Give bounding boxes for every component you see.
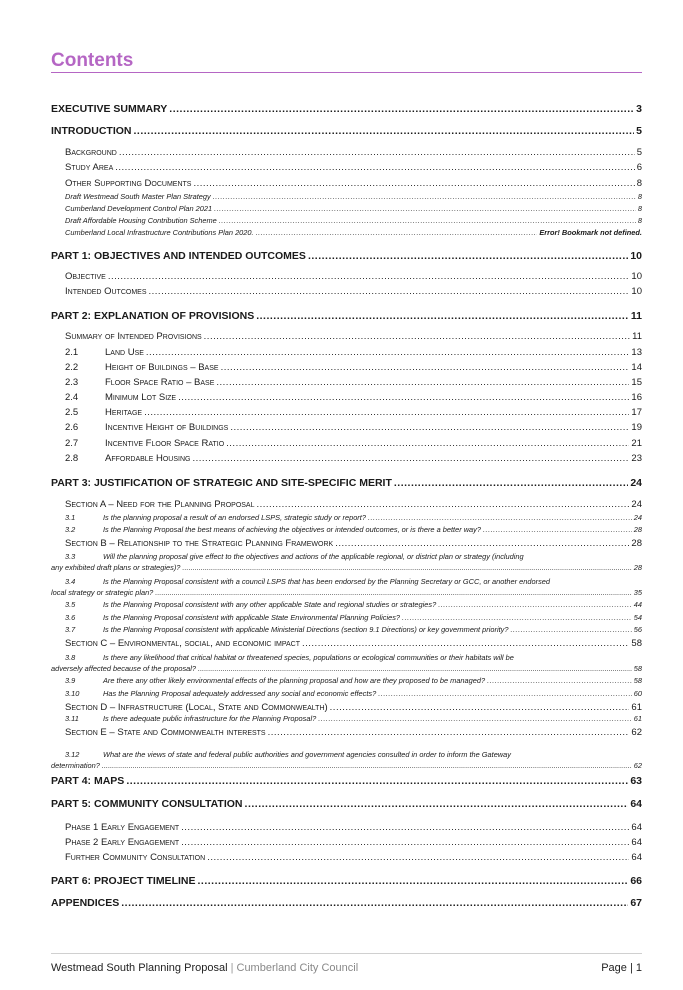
toc-entry[interactable] (51, 454, 642, 465)
toc-entry-number: 2.1 (65, 348, 79, 358)
toc-entry[interactable] (51, 690, 642, 699)
toc-leader-dots (193, 179, 634, 190)
toc-heading[interactable] (51, 477, 642, 489)
toc-leader-dots (330, 703, 630, 714)
toc-entry-text: Further Community Consultation (65, 853, 206, 863)
toc-entry-text: Study Area (65, 163, 114, 173)
toc-entry-number: 3.3 (65, 552, 76, 561)
toc-entry-number: 3.7 (65, 626, 76, 634)
toc-page-number: 35 (633, 589, 642, 597)
toc-leader-dots (146, 348, 630, 359)
toc-entry-text: Draft Westmead South Master Plan Strategy (65, 193, 211, 201)
toc-page-number: 11 (632, 332, 642, 342)
toc-entry-text: Draft Affordable Housing Contribution Scheme (65, 217, 217, 225)
toc-entry[interactable] (65, 751, 642, 760)
toc-leader-dots (257, 500, 630, 511)
toc-page-number: 28 (633, 564, 642, 572)
toc-heading[interactable] (51, 250, 642, 262)
toc-leader-dots (192, 454, 629, 465)
toc-entry-text: Section A – Need for the Planning Proposal (65, 500, 255, 510)
toc-entry-text: Is the planning proposal a result of an endorsed LSPS, strategic study or report? (103, 514, 366, 522)
toc-entry[interactable] (51, 639, 642, 650)
toc-entry-text: Intended Outcomes (65, 287, 147, 297)
toc-entry-text: INTRODUCTION (51, 125, 132, 137)
toc-entry[interactable] (51, 378, 642, 389)
toc-entry-text: Land Use (105, 348, 144, 358)
toc-entry[interactable] (51, 439, 642, 450)
toc-leader-dots (219, 217, 636, 226)
toc-leader-dots (149, 287, 630, 298)
toc-page-number: 16 (631, 393, 642, 403)
toc-entry-text: Minimum Lot Size (105, 393, 177, 403)
toc-entry-text: Floor Space Ratio – Base (105, 378, 215, 388)
toc-entry[interactable] (51, 614, 642, 623)
toc-page-number: 23 (631, 454, 642, 464)
toc-heading[interactable] (51, 875, 642, 887)
toc-page-number: 15 (631, 378, 642, 388)
toc-leader-dots (198, 665, 632, 674)
toc-page-number: 10 (630, 250, 642, 262)
toc-entry[interactable] (51, 838, 642, 849)
toc-entry[interactable] (51, 229, 642, 238)
toc-entry-text: Section D – Infrastructure (Local, State and Commonwealth) (65, 703, 328, 713)
toc-page-number: 64 (631, 853, 642, 863)
toc-page-number: 61 (633, 715, 642, 723)
toc-entry-text: PART 3: JUSTIFICATION OF STRATEGIC AND SITE-SPECIFIC MERIT (51, 477, 392, 489)
toc-leader-dots (483, 526, 632, 535)
toc-entry[interactable] (51, 626, 642, 635)
toc-page-number: 13 (631, 348, 642, 358)
toc-heading[interactable] (51, 310, 642, 322)
toc-entry-number: 3.6 (65, 614, 76, 622)
toc-page-number: 62 (631, 728, 642, 738)
toc-page-number: 10 (631, 287, 642, 297)
toc-entry[interactable] (51, 287, 642, 298)
toc-leader-dots (230, 423, 629, 434)
toc-page-number: 6 (636, 163, 642, 173)
toc-page-number: 21 (631, 439, 642, 449)
toc-leader-dots (308, 250, 628, 262)
toc-entry[interactable] (51, 217, 642, 226)
toc-entry-text: Is there any likelihood that critical habitat or threatened species, populations or ecological communities or their habitats will be (103, 653, 514, 662)
toc-entry-text: Is the Planning Proposal consistent with a council LSPS that has been endorsed by the Planning Secretary or GCC, or another endorsed (103, 577, 550, 586)
toc-entry[interactable] (51, 148, 642, 159)
page-title: Contents (51, 50, 134, 71)
toc-heading[interactable] (51, 125, 642, 137)
toc-leader-dots (126, 775, 628, 787)
toc-page-number: 60 (633, 690, 642, 698)
toc-entry-text: Has the Planning Proposal adequately addressed any social and economic effects? (103, 690, 377, 698)
toc-leader-dots (204, 332, 630, 343)
toc-leader-dots (245, 798, 629, 810)
toc-page-number: 66 (630, 875, 642, 887)
toc-leader-dots (438, 601, 632, 610)
toc-entry-text: Summary of Intended Provisions (65, 332, 202, 342)
toc-entry-number: 2.8 (65, 454, 79, 464)
toc-entry-text: determination? (51, 762, 100, 770)
toc-leader-dots (318, 715, 632, 724)
toc-leader-dots (256, 229, 538, 238)
toc-leader-dots (182, 564, 631, 573)
toc-entry-text: PART 1: OBJECTIVES AND INTENDED OUTCOMES (51, 250, 306, 262)
toc-entry[interactable] (51, 332, 642, 343)
toc-entry-number: 3.2 (65, 526, 76, 534)
toc-entry-text: Is the Planning Proposal consistent with any other applicable State and regional studies or strategies? (103, 601, 437, 609)
toc-page-number: 14 (631, 363, 642, 373)
toc-entry[interactable] (51, 348, 642, 359)
toc-entry-number: 2.7 (65, 439, 79, 449)
toc-entry-text: Section C – Environmental, social, and economic impact (65, 639, 300, 649)
toc-leader-dots (115, 163, 634, 174)
toc-leader-dots (302, 639, 629, 650)
toc-page-number: 28 (633, 526, 642, 534)
toc-page-number: 44 (633, 601, 642, 609)
toc-page-number: 24 (630, 477, 642, 489)
toc-leader-dots (487, 677, 632, 686)
toc-entry-text: Is the Planning Proposal consistent with applicable Ministerial Directions (section 9.1 Directions) or key government priority? (103, 626, 509, 634)
toc-entry-text: any exhibited draft plans or strategies)? (51, 564, 181, 572)
toc-leader-dots (394, 477, 628, 489)
toc-leader-dots (221, 363, 630, 374)
toc-entry[interactable] (65, 553, 642, 562)
toc-entry-number: 3.11 (65, 715, 79, 723)
toc-entry[interactable] (51, 193, 642, 202)
toc-leader-dots (368, 514, 632, 523)
toc-entry-number: 2.2 (65, 363, 79, 373)
toc-page-number: 8 (637, 193, 642, 201)
toc-entry[interactable] (51, 500, 642, 511)
toc-entry-text: Heritage (105, 408, 143, 418)
toc-entry-text: Incentive Height of Buildings (105, 423, 229, 433)
toc-entry[interactable] (51, 728, 642, 739)
toc-entry-number: 3.1 (65, 514, 76, 522)
toc-entry[interactable] (51, 703, 642, 714)
title-divider (51, 72, 642, 73)
toc-entry-text: Cumberland Local Infrastructure Contributions Plan 2020. (65, 229, 254, 237)
toc-page-number: 58 (633, 665, 642, 673)
toc-leader-dots (119, 148, 635, 159)
toc-entry-text: Section E – State and Commonwealth interests (65, 728, 266, 738)
toc-entry-number: 2.6 (65, 423, 79, 433)
toc-page-number: 64 (630, 798, 642, 810)
toc-page-number: 5 (636, 148, 642, 158)
toc-leader-dots (216, 378, 629, 389)
toc-entry-text: APPENDICES (51, 897, 120, 909)
toc-leader-dots (144, 408, 629, 419)
toc-page-number: 11 (630, 310, 642, 322)
toc-entry-text: EXECUTIVE SUMMARY (51, 103, 168, 115)
toc-entry-text: adversely affected because of the proposal? (51, 665, 197, 673)
toc-leader-dots (510, 626, 631, 635)
toc-page-number: 8 (637, 217, 642, 225)
toc-leader-dots (226, 439, 629, 450)
toc-entry-text: Is the Planning Proposal consistent with applicable State Environmental Planning Policies? (103, 614, 401, 622)
toc-leader-dots (121, 897, 628, 909)
toc-entry-text: local strategy or strategic plan? (51, 589, 154, 597)
toc-entry-text: Background (65, 148, 117, 158)
toc-page-number: 3 (636, 103, 642, 115)
toc-leader-dots (214, 205, 636, 214)
page-number: Page | 1 (601, 962, 642, 974)
toc-entry-text: Incentive Floor Space Ratio (105, 439, 225, 449)
toc-entry[interactable] (65, 578, 642, 587)
toc-heading[interactable] (51, 103, 642, 115)
toc-page-number: 24 (633, 514, 642, 522)
footer-organisation: Cumberland City Council (236, 962, 359, 974)
toc-leader-dots (134, 125, 635, 137)
toc-entry-text: Height of Buildings – Base (105, 363, 219, 373)
toc-leader-dots (207, 853, 629, 864)
toc-entry-number: 3.8 (65, 653, 76, 662)
toc-leader-dots (402, 614, 632, 623)
toc-entry[interactable] (51, 393, 642, 404)
toc-leader-dots (378, 690, 632, 699)
toc-entry-number: 3.4 (65, 577, 76, 586)
toc-entry-number: 2.4 (65, 393, 79, 403)
toc-entry-text: Other Supporting Documents (65, 179, 192, 189)
toc-page-number: 24 (631, 500, 642, 510)
toc-entry-text: Cumberland Development Control Plan 2021 (65, 205, 213, 213)
toc-entry-number: 3.5 (65, 601, 76, 609)
toc-entry[interactable] (51, 205, 642, 214)
toc-leader-dots (181, 838, 629, 849)
toc-entry[interactable] (51, 363, 642, 374)
toc-page-number: 17 (631, 408, 642, 418)
toc-entry-number: 2.5 (65, 408, 79, 418)
toc-page-number: 63 (630, 775, 642, 787)
toc-entry-text: PART 6: PROJECT TIMELINE (51, 875, 196, 887)
toc-page-number: 64 (631, 823, 642, 833)
toc-page-number: 28 (631, 539, 642, 549)
toc-page-number: 8 (637, 205, 642, 213)
toc-page-number: 64 (631, 838, 642, 848)
toc-leader-dots (108, 272, 630, 283)
toc-entry[interactable] (51, 423, 642, 434)
toc-page-number: 10 (631, 272, 642, 282)
toc-entry-text: Section B – Relationship to the Strategic Planning Framework (65, 539, 334, 549)
toc-leader-dots (102, 762, 632, 771)
toc-entry-text: What are the views of state and federal public authorities and government agencies consulted in order to inform the Gateway (103, 750, 511, 759)
toc-entry[interactable] (51, 677, 642, 686)
toc-leader-dots (197, 875, 628, 887)
toc-entry-text: Affordable Housing (105, 454, 191, 464)
toc-page-number: 54 (633, 614, 642, 622)
toc-leader-dots (178, 393, 629, 404)
toc-page-number: Error! Bookmark not defined. (539, 229, 642, 237)
toc-entry-number: 3.9 (65, 677, 76, 685)
toc-entry-text: Is the Planning Proposal the best means of achieving the objectives or intended outcomes, or is there a better way? (103, 526, 481, 534)
toc-entry-text: Phase 1 Early Engagement (65, 823, 180, 833)
toc-entry[interactable] (51, 408, 642, 419)
toc-heading[interactable] (51, 897, 642, 909)
toc-entry[interactable] (51, 163, 642, 174)
toc-leader-dots (181, 823, 629, 834)
toc-page-number: 19 (631, 423, 642, 433)
toc-heading[interactable] (51, 798, 642, 810)
toc-entry-text: PART 5: COMMUNITY CONSULTATION (51, 798, 243, 810)
toc-page-number: 8 (636, 179, 642, 189)
footer-separator: | (230, 962, 234, 974)
toc-entry[interactable] (51, 853, 642, 864)
toc-entry[interactable] (51, 823, 642, 834)
toc-entry-text: Objective (65, 272, 106, 282)
toc-page-number: 62 (633, 762, 642, 770)
toc-entry-continuation[interactable] (51, 589, 642, 598)
toc-page-number: 56 (633, 626, 642, 634)
toc-leader-dots (256, 310, 629, 322)
toc-page-number: 58 (633, 677, 642, 685)
toc-entry[interactable] (51, 539, 642, 550)
toc-entry-text: Will the planning proposal give effect to the objectives and actions of the applicable regional, or district plan or strategy (including (103, 552, 524, 561)
toc-page-number: 61 (631, 703, 642, 713)
toc-leader-dots (155, 589, 631, 598)
toc-entry-continuation[interactable] (51, 665, 642, 674)
toc-page-number: 67 (630, 897, 642, 909)
toc-entry[interactable] (65, 654, 642, 663)
toc-entry[interactable] (51, 715, 642, 724)
footer-divider (51, 953, 642, 954)
toc-entry-text: PART 4: MAPS (51, 775, 125, 787)
toc-entry[interactable] (51, 272, 642, 283)
toc-page-number: 58 (631, 639, 642, 649)
toc-entry-continuation[interactable] (51, 762, 642, 771)
toc-entry-text: Is there adequate public infrastructure for the Planning Proposal? (103, 715, 317, 723)
toc-heading[interactable] (51, 775, 642, 787)
toc-leader-dots (335, 539, 629, 550)
toc-leader-dots (169, 103, 634, 115)
toc-entry[interactable] (51, 514, 642, 523)
toc-entry[interactable] (51, 526, 642, 535)
footer-document-title (51, 962, 358, 974)
footer-document-name: Westmead South Planning Proposal (51, 962, 228, 974)
toc-leader-dots (268, 728, 630, 739)
toc-entry[interactable] (51, 601, 642, 610)
toc-entry-text: PART 2: EXPLANATION OF PROVISIONS (51, 310, 255, 322)
toc-entry-number: 2.3 (65, 378, 79, 388)
toc-entry-text: Phase 2 Early Engagement (65, 838, 180, 848)
toc-entry-number: 3.10 (65, 690, 80, 698)
toc-entry-text: Are there any other likely environmental effects of the planning proposal and how are they proposed to be managed? (103, 677, 486, 685)
toc-entry-number: 3.12 (65, 750, 80, 759)
toc-leader-dots (213, 193, 636, 202)
toc-entry[interactable] (51, 179, 642, 190)
toc-entry-continuation[interactable] (51, 564, 642, 573)
toc-page-number: 5 (636, 125, 642, 137)
